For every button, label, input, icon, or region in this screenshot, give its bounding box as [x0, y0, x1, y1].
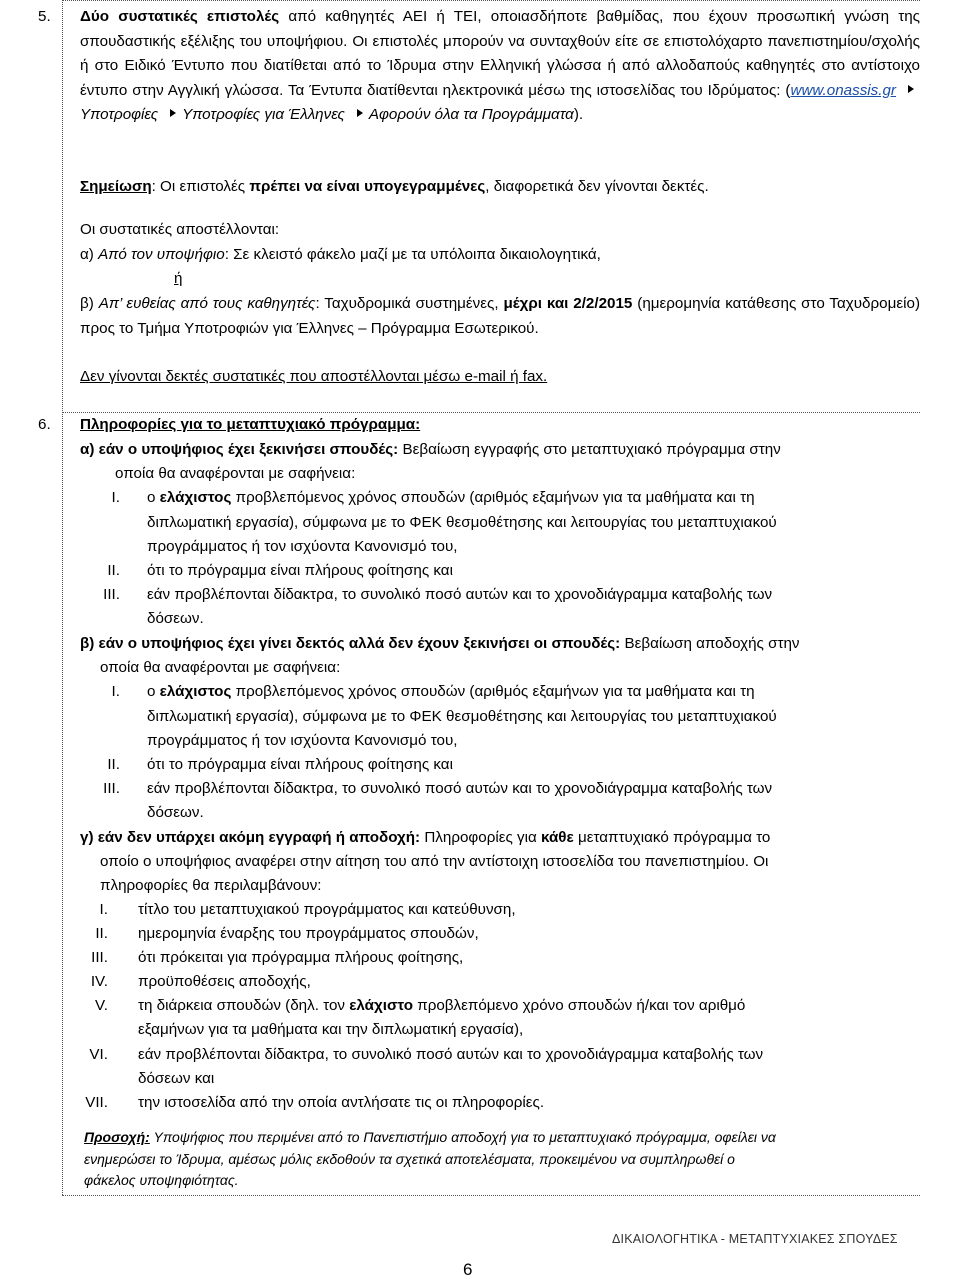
list-item-cont: εξαμήνων για τα μαθήματα και την διπλωματική εργασία),: [138, 1021, 524, 1038]
arrow-right-icon: [908, 85, 914, 93]
subsection-c-heading-cont: πληροφορίες θα περιλαμβάνουν:: [100, 877, 322, 894]
subsection-a-heading-cont: οποία θα αναφέρονται με σαφήνεια:: [115, 465, 356, 482]
arrow-right-icon: [170, 109, 176, 117]
subsection-a-heading: α) εάν ο υποψήφιος έχει ξεκινήσει σπουδές: Βεβαίωση εγγραφής στο μεταπτυχιακό πρόγραμμα στην: [80, 441, 781, 458]
subsection-c-heading-cont: οποίο ο υποψήφιος αναφέρει στην αίτηση του από την αντίστοιχη ιστοσελίδα του πανεπιστημίου. Οι: [100, 853, 769, 870]
attention-note: Προσοχή: Υποψήφιος που περιμένει από το Πανεπιστήμιο αποδοχή για το μεταπτυχιακό πρόγραμμα, οφείλει να ενημερώσει το Ίδρυμα, αμέσως μόλις εκδοθούν τα σχετικά αποτελέσματα, προκειμένου να συμπληρωθεί ο φάκελος υποψηφιότητας.: [84, 1129, 776, 1188]
section-number: 5.: [38, 8, 51, 25]
list-item-cont: διπλωματική εργασία), σύμφωνα με το ΦΕΚ θεσμοθέτησης και λειτουργίας του μεταπτυχιακού: [147, 708, 777, 725]
list-item-cont: δόσεων και: [138, 1070, 215, 1087]
nav-path-item: Υποτροφίες: [80, 106, 159, 124]
list-item-cont: διπλωματική εργασία), σύμφωνα με το ΦΕΚ θεσμοθέτησης και λειτουργίας του μεταπτυχιακού: [147, 514, 777, 531]
paragraph-text: από καθηγητές ΑΕΙ ή ΤΕΙ, οποιασδήποτε βαθμίδας, που έχουν προσωπική γνώση της σπουδαστικής εξέλιξης του υποψήφιου. Οι επιστολές μπορούν να συνταχθούν είτε σε επιστολόχαρτο πανεπιστημίου/σχολής ή στο Ειδικό Έντυπο που διατίθεται από το Ίδρυμα στην Ελληνική γλώσσα ή από αλλοδαπούς καθηγητές στο αντίστοιχο έντυπο στην Αγγλική γλώσσα. Τα Έντυπα διατίθενται ηλεκτρονικά μέσω της ιστοσελίδας του Ιδρύματος: (: [80, 8, 920, 99]
document-page: 5. Δύο συστατικές επιστολές από καθηγητές ΑΕΙ ή ΤΕΙ, οποιασδήποτε βαθμίδας, που έχουν προσωπική γνώση της σπουδαστικής εξέλιξης του υποψήφιου. Οι επιστολές μπορούν να συνταχθούν είτε σε επιστολόχαρτο πανεπιστημίου/σχολής ή στο Ειδικό Έντυπο που διατίθεται από το Ίδρυμα στην Ελληνική γλώσσα ή από αλλοδαπούς καθηγητές στο αντίστοιχο έντυπο στην Αγγλική γλώσσα. Τα Έντυπα διατίθενται ηλεκτρονικά μέσω της ιστοσελίδας του Ιδρύματος: (www.onassis.grΥποτροφίες Υποτροφίες για Έλληνες Αφορούν όλα τα Προγράμματα). Σημείωση: Οι επιστολές πρέπει να είναι υπογεγραμμένες, διαφορετικά δεν γίνονται δεκτές. Οι συστατικές αποστέλλονται: α) Από τον υποψήφιο: Σε κλειστό φάκελο μαζί με τα υπόλοιπα δικαιολογητικά, ή β) Απ’ ευθείας από τους καθηγητές: Ταχυδρομικά συστημένες, μέχρι και 2/2/2015 (ημερομηνία κατάθεσης στο Ταχυδρομείο) προς το Τμήμα Υποτροφιών για Έλληνες – Πρόγραμμα Εσωτερικού. Δεν γίνονται δεκτές συστατικές που αποστέλλονται μέσω e-mail ή fax. 6. Πληροφορίες για το μεταπτυχιακό πρόγραμμα: α) εάν ο υποψήφιος έχει ξεκινήσει σπουδές: Βεβαίωση εγγραφής στο μεταπτυχιακό πρόγραμμα στην οποία θα αναφέρονται με σαφήνεια: I. ο ελάχιστος προβλεπόμενος χρόνος σπουδών (αριθμός εξαμήνων για τα μαθήματα και τη διπλωματική εργασία), σύμφωνα με το ΦΕΚ θεσμοθέτησης και λειτουργίας του μεταπτυχιακού προγράμματος ή τον ισχύοντα Κανονισμό του, II. ότι το πρόγραμμα είναι πλήρους φοίτησης και III. εάν προβλέπονται δίδακτρα, το συνολικό ποσό αυτών και το χρονοδιάγραμμα καταβολής των δόσεων. β) εάν ο υποψήφιος έχει γίνει δεκτός αλλά δεν έχουν ξεκινήσει οι σπουδές: Βεβαίωση αποδοχής στην οποία θα αναφέρονται με σαφήνεια: I. ο ελάχιστος προβλεπόμενος χρόνος σπουδών (αριθμός εξαμήνων για τα μαθήματα και τη διπλωματική εργασία), σύμφωνα με το ΦΕΚ θεσμοθέτησης και λειτουργίας του μεταπτυχιακού προγράμματος ή τον ισχύοντα Κανονισμό του, II. ότι το πρόγραμμα είναι πλήρους φοίτησης και III. εάν προβλέπονται δίδακτρα, το συνολικό ποσό αυτών και το χρονοδιάγραμμα καταβολής των δόσεων. γ) εάν δεν υπάρχει ακόμη εγγραφή ή αποδοχή: Πληροφορίες για κάθε μεταπτυχιακό πρόγραμμα το οποίο ο υποψήφιος αναφέρει στην αίτηση του από την αντίστοιχη ιστοσελίδα του πανεπιστημίου. Οι πληροφορίες θα περιλαμβάνουν: I. τίτλο του μεταπτυχιακού προγράμματος και κατεύθυνση, II. ημερομηνία έναρξης του προγράμματος σπουδών, III. ότι πρόκειται για πρόγραμμα πλήρους φοίτησης, IV. προϋποθέσεις αποδοχής, V. τη διάρκεια σπουδών (δηλ. τον ελάχιστο προβλεπόμενο χρόνο σπουδών ή/και τον αριθμό εξαμήνων για τα μαθήματα και την διπλωματική εργασία), VI. εάν προβλέπονται δίδακτρα, το συνολικό ποσό αυτών και το χρονοδιάγραμμα καταβολής των δόσεων και VII. την ιστοσελίδα από την οποία αντλήσατε τις οι πληροφορίες. Προσοχή: Υποψήφιος που περιμένει από το Πανεπιστήμιο αποδοχή για το μεταπτυχιακό πρόγραμμα, οφείλει να ενημερώσει το Ίδρυμα, αμέσως μόλις εκδοθούν τα σχετικά αποτελέσματα, προκειμένου να συμπληρωθεί ο φάκελος υποψηφιότητας. ΔΙΚΑΙΟΛΟΓΗΤΙΚΑ - ΜΕΤΑΠΤΥΧΙΑΚΕΣ ΣΠΟΥΔΕΣ 6: [0, 0, 960, 1281]
paragraph-text: ).: [573, 106, 584, 124]
nav-path-item: Υποτροφίες για Έλληνες: [182, 106, 345, 124]
no-email-notice: Δεν γίνονται δεκτές συστατικές που αποστέλλονται μέσω e-mail ή fax.: [80, 368, 548, 385]
attention-label: Προσοχή:: [84, 1129, 150, 1145]
section-number: 6.: [38, 416, 51, 433]
subsection-c-heading: γ) εάν δεν υπάρχει ακόμη εγγραφή ή αποδοχή: Πληροφορίες για κάθε μεταπτυχιακό πρόγραμμα το: [80, 829, 771, 846]
option-a: α) Από τον υποψήφιο: Σε κλειστό φάκελο μαζί με τα υπόλοιπα δικαιολογητικά,: [80, 246, 601, 263]
section-divider-bottom: [62, 1195, 920, 1196]
option-b: β) Απ’ ευθείας από τους καθηγητές: Ταχυδρομικά συστημένες, μέχρι και 2/2/2015 (ημερομηνία κατάθεσης στο Ταχυδρομείο) προς το Τμήμα Υποτροφιών για Έλληνες – Πρόγραμμα Εσωτερικού.: [80, 295, 920, 337]
list-item-cont: προγράμματος ή τον ισχύοντα Κανονισμό του,: [147, 538, 458, 555]
note-label: Σημείωση: [80, 178, 152, 195]
or-text: ή: [174, 270, 183, 287]
section-divider-top: [62, 0, 920, 1]
nav-path-item: Αφορούν όλα τα Προγράμματα: [368, 106, 574, 124]
website-link[interactable]: www.onassis.gr: [790, 81, 896, 99]
page-footer: ΔΙΚΑΙΟΛΟΓΗΤΙΚΑ - ΜΕΤΑΠΤΥΧΙΑΚΕΣ ΣΠΟΥΔΕΣ: [612, 1232, 898, 1246]
list-item-cont: δόσεων.: [147, 610, 204, 627]
list-item-cont: δόσεων.: [147, 804, 204, 821]
arrow-right-icon: [357, 109, 363, 117]
subsection-b-heading-cont: οποία θα αναφέρονται με σαφήνεια:: [100, 659, 341, 676]
section-title: Δύο συστατικές επιστολές: [80, 8, 280, 25]
subsection-b-heading: β) εάν ο υποψήφιος έχει γίνει δεκτός αλλά δεν έχουν ξεκινήσει οι σπουδές: Βεβαίωση αποδοχής στην: [80, 635, 800, 652]
section-left-border: [62, 0, 63, 1195]
section-title: Πληροφορίες για το μεταπτυχιακό πρόγραμμα:: [80, 416, 421, 433]
sending-intro: Οι συστατικές αποστέλλονται:: [80, 221, 280, 238]
page-number: 6: [463, 1260, 473, 1279]
list-item-cont: προγράμματος ή τον ισχύοντα Κανονισμό του,: [147, 732, 458, 749]
section-5-paragraph: [80, 5, 920, 128]
note-line: Σημείωση: Οι επιστολές πρέπει να είναι υπογεγραμμένες, διαφορετικά δεν γίνονται δεκτές.: [80, 178, 709, 195]
